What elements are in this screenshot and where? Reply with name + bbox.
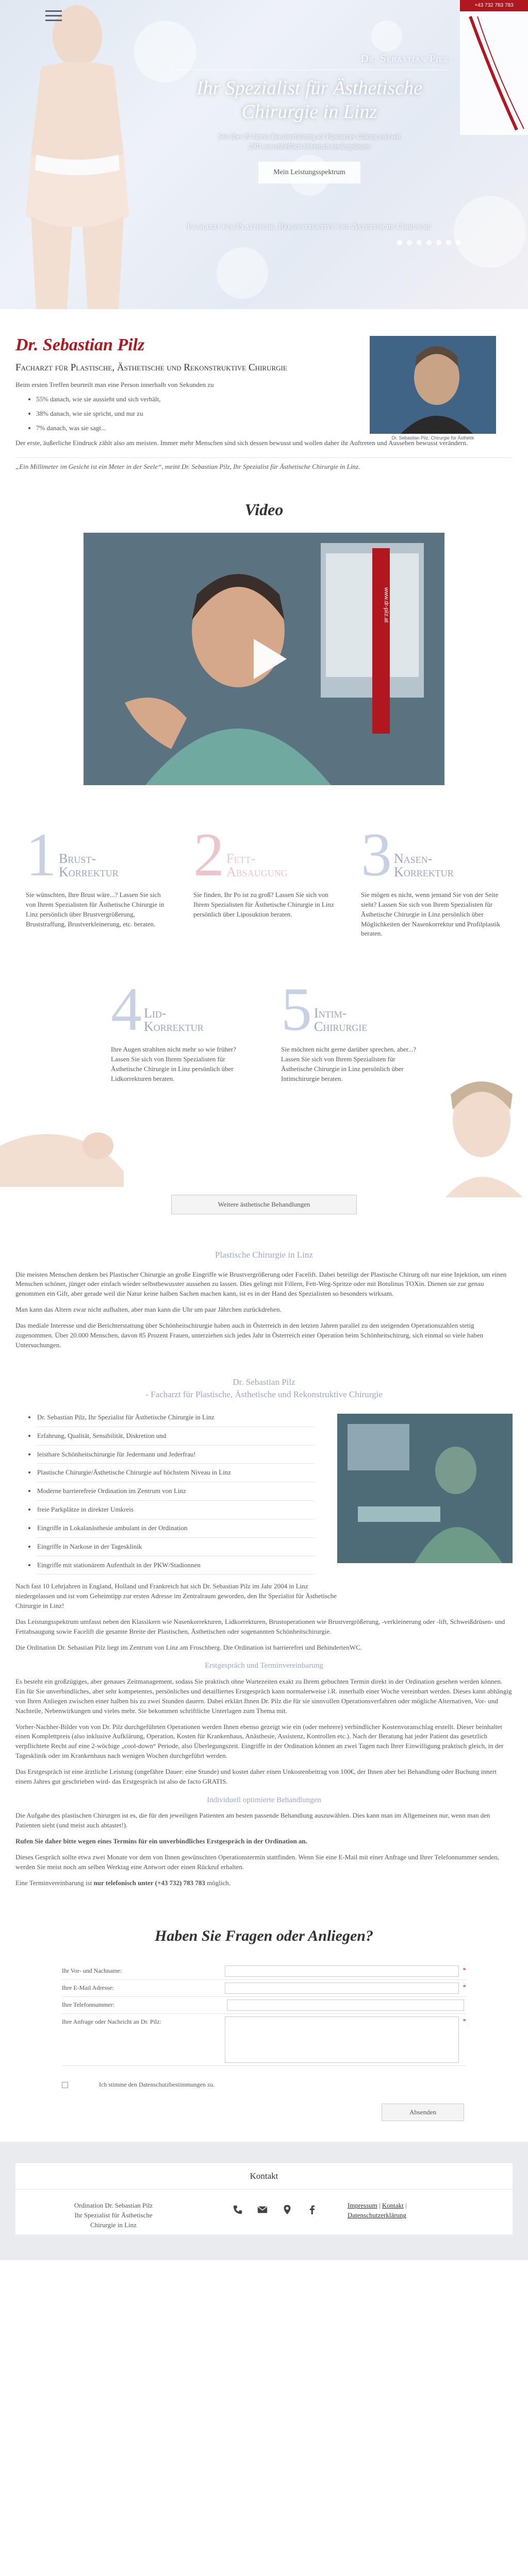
section-subheading: Erstgespräch und Terminvereinbarung: [205, 1662, 323, 1670]
section-heading: [15, 1376, 513, 1401]
model-reclining-image: [0, 1084, 124, 1187]
bokeh-light: [217, 247, 268, 299]
datenschutz-link[interactable]: Datenschutzerklärung: [348, 2211, 407, 2219]
treatment-text: Sie wünschten, Ihre Brust wäre...? Lassen Sie sich von Ihrem Spezialisten für Ästhetische Chirurgie in Linz persönlich über Brustvergrößerung, Bruststraffung, Brustverkleinerung, etc. beraten.: [26, 891, 164, 928]
address-line: Ordination Dr. Sebastian Pilz: [74, 2201, 153, 2210]
privacy-row: [62, 2080, 466, 2089]
treatment-head: [26, 820, 170, 889]
services-button[interactable]: Mein Leistungsspektrum: [258, 162, 360, 183]
hero-title-line: Chirurgie in Linz: [241, 101, 377, 123]
submit-button[interactable]: Absenden: [382, 2104, 464, 2121]
list-item: • 7% danach, was sie sagt...: [36, 423, 335, 433]
email-icon[interactable]: [257, 2204, 268, 2215]
phone-icon[interactable]: [232, 2204, 243, 2215]
hero-section: [0, 0, 528, 309]
form-heading: Haben Sie Fragen oder Anliegen?: [155, 1927, 373, 1945]
text-suffix: möglich.: [207, 1878, 231, 1887]
video-section: [0, 493, 528, 816]
treatment-title: [144, 1007, 204, 1033]
menu-button[interactable]: [45, 10, 62, 24]
slider-dot[interactable]: [426, 240, 432, 245]
form-row-email: [62, 1980, 466, 1997]
treatment-title-line: Intim-: [314, 1006, 347, 1021]
paragraph: Das mediale Interesse und die Berichterstattung über Schönheitschirurgie haben auch in Österreich in den letzten Jahren parallel zu den steigenden Operationszahlen stetig zugenommen. Über 20.000 Menschen, davon 85 Prozent Frauen, unterziehen sich jedes Jahr in Österreich einer Operation beim Schönheitschirurg, sich einmal so viele haben Untersuchungen.: [15, 1321, 483, 1349]
intro-specialty: Facharzt für Plastische, Ästhetische und Rekonstruktive Chirurgie: [15, 362, 287, 373]
treatment-card-intimate[interactable]: [281, 975, 425, 1083]
paragraph: [15, 1878, 513, 1888]
more-treatments-button[interactable]: Weitere ästhetische Behandlungen: [171, 1195, 357, 1214]
intro-lead: Beim ersten Treffen beurteilt man eine Person innerhalb von Sekunden zu: [15, 380, 214, 388]
video-heading: Video: [244, 500, 284, 519]
hero-title-line: Ihr Spezialist für Ästhetische: [196, 77, 423, 99]
phone-emphasis: nur telefonisch unter (+43 732) 783 783: [93, 1878, 205, 1887]
treatment-title-line: Korrektur: [144, 1019, 204, 1034]
footer-icons: [232, 2204, 318, 2215]
footer-box: [15, 2162, 513, 2234]
list-item: • Eingriffe in Lokalanästhesie ambulant in der Ordination: [36, 1519, 315, 1538]
model-face-image: [425, 1074, 528, 1197]
footer: [0, 2142, 528, 2260]
bokeh-light: [454, 196, 526, 268]
section-heading: Plastische Chirurgie in Linz: [215, 1250, 313, 1260]
slider-dot[interactable]: [436, 240, 441, 245]
treatment-title-line: Nasen-: [394, 851, 433, 866]
section-heading-line: Dr. Sebastian Pilz: [233, 1377, 295, 1387]
operating-room-photo: [337, 1414, 513, 1563]
treatment-title-line: Fett-: [226, 851, 256, 866]
paragraph: Man kann das Altern zwar nicht aufhalten, aber man kann die Uhr um paar Jährchen zurückdrehen.: [15, 1306, 282, 1314]
video-player[interactable]: [84, 533, 444, 785]
treatment-title: [394, 852, 454, 879]
slider-dots: [397, 240, 461, 245]
treatment-head: [193, 820, 338, 889]
link-separator: |: [405, 2201, 407, 2210]
email-label: Ihre E-Mail Adresse:: [62, 1984, 114, 1991]
hero-name: Dr. Sebastian Pilz: [360, 53, 449, 64]
list-item: • freie Parkplätze in direkter Umkreis: [36, 1501, 315, 1519]
treatment-head: [281, 975, 425, 1043]
hero-model-image: [0, 0, 155, 309]
video-banner: www.dr-pilz.at: [383, 587, 389, 623]
hero-subtitle-line: Seit über 20 Jahren Berufserfahrung als Plastischer Chirurg und seit: [218, 132, 401, 140]
plastic-surgery-section: [0, 1249, 528, 1350]
text-prefix: Eine Terminvereinbarung ist: [15, 1878, 92, 1887]
profile-list: [15, 1409, 315, 1575]
paragraph: Vorher-Nachher-Bilder von von Dr. Pilz durchgeführten Operationen werden Ihnen ebenso gezeigt wie ein (oder mehrere) verbindlicher Kostenvoranschlag erstellt. Dieser beinhaltet einen Komplettpreis (also inklusive Aufklärung, Operation, Kosten für Krankenhaus, Anästhesie, Assistenz, Kontrollen etc.). Nach der Beratung hat jeder Patient das gesetzlich verpflichtete Recht auf eine 2-wöchige „cool-down“ Periode, also Überlegungszeit. Eingriffe in der Ordination können an zwei Tagen nach Ihrer Einwilligung praktisch gleich, in der Tagesklinik oder im Krankenhaus nach wenigen Wochen durchgeführt werden.: [15, 1722, 504, 1760]
bokeh-light: [371, 21, 402, 52]
treatment-title-line: Brust-: [59, 851, 96, 866]
location-icon[interactable]: [282, 2204, 293, 2215]
doctor-profile-section: [0, 1376, 528, 1888]
form-row-name: [62, 1963, 466, 1980]
treatment-number: 3: [361, 820, 392, 889]
list-item: • leistbare Schönheitschirurgie für Jedermann und Jederfrau!: [36, 1446, 315, 1464]
paragraph: Das Erstgespräch ist eine ärztliche Leistung (ungefähre Dauer: eine Stunde) und kostet daher einen Unkostenbeitrag von 100€, der Ihnen aber bei Behandlung oder Buchung innert einem Jahres gut geschrieben wird- das Erstgespräch ist also de facto GRATIS.: [15, 1767, 497, 1785]
treatment-text: Sie möchten nicht gerne darüber sprechen, aber...? Lassen Sie sich von Ihrem Spezialisten für Ästhetische Chirurgie in Linz persönlich über Intimchirurgie beraten.: [281, 1045, 417, 1082]
list-item: • Dr. Sebastian Pilz, Ihr Spezialist für Ästhetische Chirurgie in Linz: [36, 1409, 315, 1427]
treatment-title: [59, 852, 119, 879]
section-subheading: Individuell optimierte Behandlungen: [207, 1795, 321, 1804]
form-row-phone: [62, 1997, 466, 2014]
message-label: Ihre Anfrage oder Nachricht an Dr. Pilz:: [62, 2018, 161, 2025]
intro-paragraph: Der erste, äußerliche Eindruck zählt also am meisten. Immer mehr Menschen sind sich dessen bewusst und wollen daher ihr Auftreten und Aussehen bewusst verändern.: [15, 438, 468, 447]
treatment-title-line: Lid-: [144, 1006, 167, 1021]
email-field[interactable]: [225, 1982, 459, 1994]
slider-dot[interactable]: [397, 240, 402, 245]
treatment-card-nose[interactable]: [361, 820, 505, 939]
name-label: Ihr Vor- und Nachname:: [62, 1967, 122, 1974]
paragraph: Das Leistungsspektrum umfasst neben den Klassikern wie Nasenkorrekturen, Lidkorrekturen, Brustoperationen wie Brustvergrößerung, -verkleinerung oder -lift, Schweißdrüsen- und Fettabsaugung sowie Facelift die gesamte Breite der Plastischen, Ästhetischen oder sogenannten Schönheitschirurgie.: [15, 1617, 505, 1635]
facebook-icon[interactable]: [306, 2204, 318, 2215]
treatments-section: [0, 816, 528, 1228]
section-heading-line: - Facharzt für Plastische, Ästhetische und Rekonstruktive Chirurgie: [145, 1389, 383, 1400]
treatment-title-line: Korrektur: [59, 865, 119, 879]
menu-icon-bar: [45, 20, 62, 21]
address-line: Chirurgie in Linz: [90, 2221, 137, 2229]
intro-quote: „Ein Millimeter im Gesicht ist ein Meter in der Seele“, meint Dr. Sebastian Pilz, Ihr Spezialist für Ästhetische Chirurgie in Linz.: [15, 457, 513, 472]
hero-subtitle-line: 2001 ausschließlich ästhetisch niedergelassen: [248, 142, 371, 150]
paragraph: Die Aufgabe des plastischen Chirurgen ist es, die für den jeweiligen Patienten am besten passende Behandlung auszuwählen. Dies kann man im Allgemeinen nur, wenn man den Patienten sieht (und meist auch abtastet!).: [15, 1811, 490, 1829]
treatment-card-eyelid[interactable]: [111, 975, 255, 1083]
message-field[interactable]: [225, 2016, 459, 2063]
slider-dot[interactable]: [446, 240, 451, 245]
privacy-label: Ich stimme den Datenschutzbestimmungen zu.: [99, 2080, 215, 2088]
paragraph-emphasis: Rufen Sie daher bitte wegen eines Termins für ein unverbindliches Erstgespräch in der Ordination an.: [15, 1837, 307, 1845]
treatment-title: [226, 852, 288, 879]
treatment-number: 2: [193, 820, 224, 889]
portrait-caption: Dr. Sebastian Pilz, Chirurgie für Ästhetik: [391, 435, 474, 440]
intro-section: [0, 309, 528, 493]
treatment-title-line: Korrektur: [394, 865, 454, 879]
profile-row: [15, 1409, 513, 1575]
treatment-card-breast[interactable]: [26, 820, 170, 929]
logo-ribbon: [460, 11, 528, 135]
paragraph: Dieses Gespräch sollte etwa zwei Monate vor dem von Ihnen gewünschten Operationstermin stattfinden. Wenn Sie eine E-Mail mit einer Anfrage und Ihrer Telefonnummer senden, werden Sie meist noch am selben Werktag eine Antwort oder einen Rückruf erhalten.: [15, 1853, 499, 1871]
treatment-title-line: Chirurgie: [314, 1019, 368, 1034]
treatment-number: 4: [111, 975, 142, 1043]
hero-subtitle: [170, 132, 449, 151]
menu-icon-bar: [45, 10, 62, 12]
list-item: • Plastische Chirurgie/Ästhetische Chirurgie auf höchstem Niveau in Linz: [36, 1464, 315, 1482]
list-item: • Eingriffe in Narkose in der Tagesklinik: [36, 1538, 315, 1556]
intro-name: Dr. Sebastian Pilz: [15, 335, 145, 354]
required-mark: *: [463, 1965, 466, 1974]
hero-title: [170, 76, 449, 124]
required-mark: *: [463, 2016, 466, 2025]
play-icon[interactable]: [249, 636, 290, 682]
intro-bullets: [36, 395, 335, 433]
menu-icon-bar: [45, 15, 62, 16]
address-line: Ihr Spezialist für Ästhetische: [74, 2211, 153, 2219]
phone-label: Ihre Telefonnummer:: [62, 2001, 114, 2008]
treatment-title: [314, 1007, 367, 1033]
treatment-text: Sie finden, Ihr Po ist zu groß? Lassen Sie sich von Ihrem Spezialisten für Ästhetische Chirurgie in Linz persönlich über Liposuktion beraten.: [193, 891, 334, 918]
contact-form-section: [0, 1894, 528, 2142]
required-mark: *: [463, 1982, 466, 1991]
paragraph: Nach fast 10 Lehrjahren in England, Holland und Frankreich hat sich Dr. Sebastian Pilz im Jahr 2004 in Linz niedergelassen und ist vom Geheimtipp zur ersten Adresse im Zentralraum geworden, den Ihr Spezialist für Ästhetische Chirurgie in Linz!: [15, 1582, 337, 1610]
treatment-card-liposuction[interactable]: [193, 820, 338, 920]
link-separator: |: [379, 2201, 381, 2210]
slider-dot[interactable]: [407, 240, 412, 245]
slider-dot[interactable]: [417, 240, 422, 245]
paragraph: Es besteht ein großzügiges, aber genaues Zeitmanagement, sodass Sie praktisch ohne Wartezeiten exakt zu Ihrem gebuchten Termin direkt in der Ordination gesehen werden können. Ein für Sie unverbindliches, aber sehr kompetentes, persönliches und detailliertes Erstgespräch kann normalerweise i.R. innerhalb einer Woche vereinbart werden. Dieses kann abhängig von Ihren Anliegen zwischen einer halben bis zu zwei Stunden dauern. Dabei erklärt Ihnen Dr. Pilz die für sie sinnvollen Operationsverfahren oder mögliche Alternativen, Vor- und Nachteile, Nebenwirkungen und vieles mehr. Sie bekommen schriftliche Unterlagen zum Thema mit.: [15, 1677, 512, 1715]
treatment-title-line: Absaugung: [226, 865, 288, 879]
phone-field[interactable]: [227, 1999, 464, 2011]
treatment-head: [361, 820, 505, 889]
footer-address: [57, 2201, 170, 2230]
list-item: • Moderne barrierefreie Ordination im Zentrum von Linz: [36, 1482, 315, 1501]
slider-dot[interactable]: [456, 240, 461, 245]
paragraph: Die meisten Menschen denken bei Plastischer Chirurgie an große Eingriffe wie Brustvergrößerung oder Facelift. Dabei beteiligt der Plastische Chirurg oft nur eine Injektion, um einen Menschen schöner, jünger oder einfach wieder selbstbewusster aussehen zu lassen. Dies gelingt mit Fillern, Fett-Weg-Spritze oder mit Botulinus TOXin. Dienen sie zur genau genommen ein Gift, aber gerade weil die Natur keine halben Sachen machen kann, ist es in der Hand des Spezialisten so besonders wirksam.: [15, 1270, 507, 1298]
doctor-portrait: [370, 336, 496, 434]
paragraph: Die Ordination Dr. Sebastian Pilz liegt im Zentrum von Linz am Froschberg. Die Ordination ist barrierefrei und BehindertenWC.: [15, 1643, 362, 1651]
list-item: • 55% danach, wie sie aussieht und sich verhält,: [36, 395, 335, 404]
privacy-checkbox[interactable]: [62, 2082, 68, 2088]
list-item: • Erfahrung, Qualität, Sensibilität, Diskretion und: [36, 1427, 315, 1446]
treatment-number: 5: [281, 975, 312, 1043]
treatment-text: Ihre Augen strahlten nicht mehr so wie früher? Lassen Sie sich von Ihrem Spezialisten für Ästhetische Chirurgie in Linz persönlich über Lidkorrekturen beraten.: [111, 1045, 236, 1082]
kontakt-link[interactable]: Kontakt: [382, 2201, 404, 2210]
impressum-link[interactable]: Impressum: [348, 2201, 377, 2210]
list-item: • 38% danach, wie sie spricht, und nur zu: [36, 409, 335, 419]
form-row-message: [62, 2014, 466, 2066]
footer-title: Kontakt: [15, 2170, 513, 2190]
footer-links: [348, 2201, 451, 2221]
phone-badge[interactable]: +43 732 783 783: [460, 0, 528, 11]
name-field[interactable]: [225, 1965, 459, 1977]
treatment-number: 1: [26, 820, 57, 889]
hero-caption: Facharzt für Plastische, Rekonstruktive und Ästhetische Chirurgie: [187, 223, 432, 231]
list-item: • Eingriffe mit stationärem Aufenthalt in der PKW/Stadionnen: [36, 1556, 315, 1575]
hero-content: [170, 52, 449, 183]
treatment-text: Sie mögen es nicht, wenn jemand Sie von der Seite sieht? Lassen Sie sich von Ihrem Spezialisten für Ästhetische Chirurgie in Linz persönlich über Möglichkeiten der Nasenkorrektur und Profilplastik beraten.: [361, 891, 501, 938]
treatment-head: [111, 975, 255, 1043]
